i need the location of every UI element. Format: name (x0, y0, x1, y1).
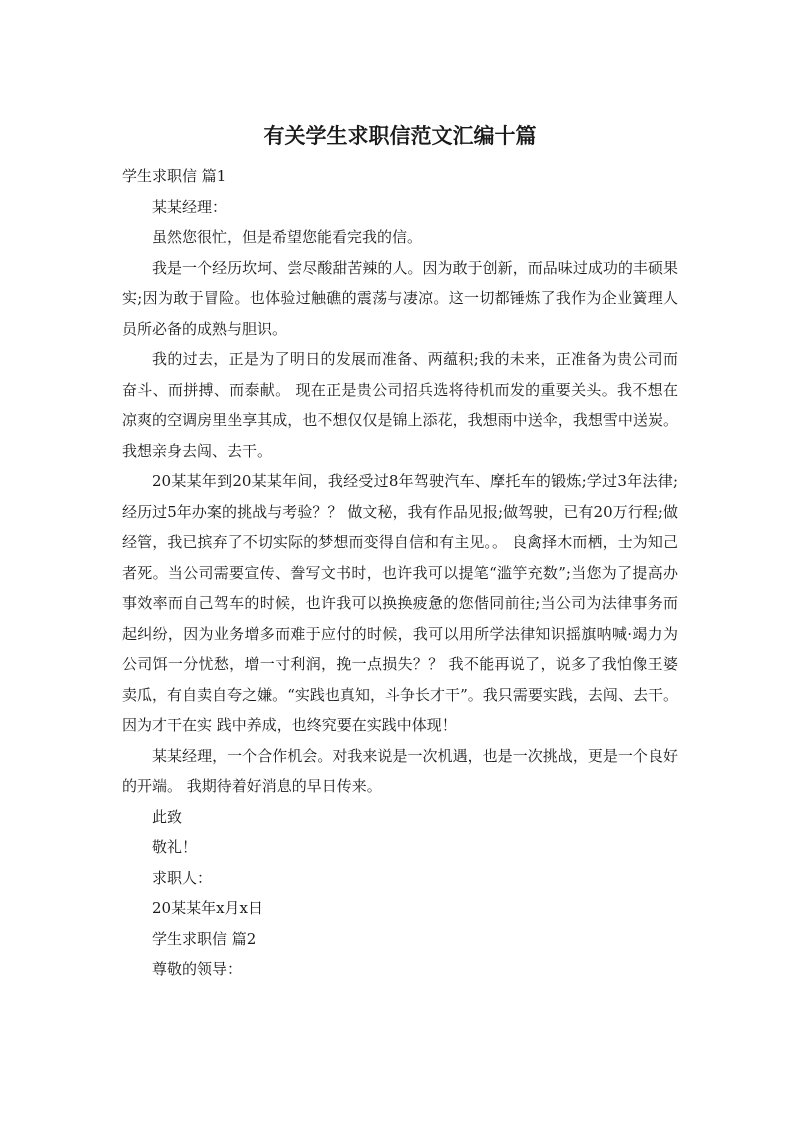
paragraph: 我是一个经历坎坷、尝尽酸甜苦辣的人。因为敢于创新，而品味过成功的丰硕果实;因为敢于冒险。也体验过触礁的震荡与凄凉。这一切都锤炼了我作为企业簧理人员所必备的成熟与胆识。 (122, 258, 678, 338)
paragraph: 我的过去，正是为了明日的发展而准备、两蕴积;我的未来，正准备为贵公司而奋斗、而拼搏、而泰献。 现在正是贵公司招兵选将待机而发的重要关头。我不想在凉爽的空调房里坐享其成，也不想仅仅是锦上添花，我想雨中送伞，我想雪中送炭。我想亲身去闯、去干。 (122, 350, 678, 460)
paragraph: 20某某年到20某某年间，我经受过8年驾驶汽车、摩托车的锻炼;学过3年法律;经历过5年办案的挑战与考验？？ 做文秘，我有作品见报;做驾驶，已有20万行程;做经管，我已摈弃了不切实际的梦想而变得自信和有主见。。 良禽择木而栖，士为知己者死。当公司需要宣传、誊写文书时，也许我可以提笔“滥竽充数”;当您为了提高办事效率而自己驾车的时候，也许我可以换换疲惫的您偕同前往;当公司为法律事务而起纠纷，因为业务增多而难于应付的时候，我可以用所学法律知识摇旗呐喊·竭力为公司饵一分忧愁，增一寸利润，挽一点损失？？ 我不能再说了，说多了我怕像王婆卖瓜，有自卖自夸之嫌。“实践也真知，斗争长才干”。我只需要实践，去闯、去干。因为才干在实 践中养成，也终究要在实践中体现！ (122, 472, 678, 734)
document-body (122, 161, 678, 985)
document-title: 有关学生求职信范文汇编十篇 (263, 124, 537, 148)
paragraph: 虽然您很忙，但是希望您能看完我的信。 (152, 228, 423, 246)
salutation: 某某经理： (152, 197, 228, 216)
salutation: 尊敬的领导： (152, 960, 243, 978)
signature-label: 求职人： (152, 868, 213, 887)
date-line: 20某某年x月x日 (152, 899, 264, 917)
paragraph: 某某经理，一个合作机会。对我来说是一次机遇，也是一次挑战，更是一个良好的开端。 我期待着好消息的早日传来。 (122, 746, 678, 795)
closing-line: 此致 (152, 807, 183, 826)
section-heading: 学生求职信 篇2 (152, 929, 257, 948)
section-heading: 学生求职信 篇1 (122, 167, 227, 185)
closing-line: 敬礼！ (152, 838, 198, 856)
